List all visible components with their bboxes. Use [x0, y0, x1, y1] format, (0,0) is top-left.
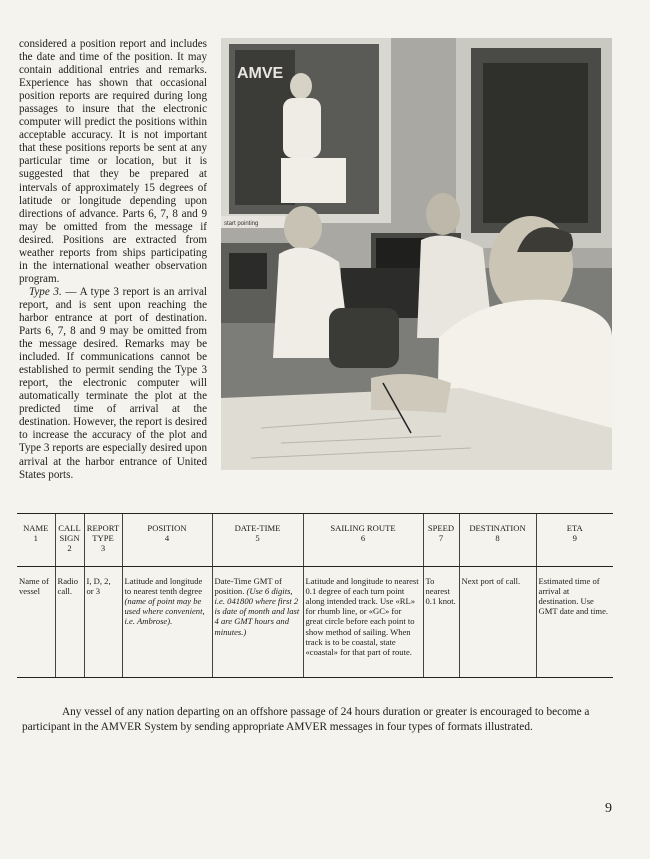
header-date-time: DATE-TIME 5 [212, 514, 303, 567]
footer-note: Any vessel of any nation departing on an offshore passage of 24 hours duration or greater is encouraged to become a participant in the AMVER System by sending appropriate AMVER messages in four types of formats illustrated. [22, 706, 590, 733]
header-position: POSITION 4 [122, 514, 212, 567]
table-row [17, 566, 613, 678]
header-sailing-route: SAILING ROUTE 6 [303, 514, 423, 567]
header-name: NAME 1 [17, 514, 55, 567]
cell-call-sign: Radio call. [55, 566, 84, 678]
cell-report-type: I, D, 2, or 3 [84, 566, 122, 678]
cell-sailing-route: Latitude and longitude to nearest 0.1 degree of each turn point along intended track. Use «RL» for rhumb line, or «GC» for great circle before each point to show method of sailing. When track is to be coastal, state «coastal» for that part of route. [303, 566, 423, 678]
page-number: 9 [605, 801, 612, 816]
type-3-body: — A type 3 report is an arrival report, and is sent upon reaching the harbor entrance at port of destination. Parts 6, 7, 8 and 9 may be omitted from the message desired. Remarks may be included. If communications cannot be established to permit sending the Type 3 report, the electronic computer will automatically terminate the plot at the predicted time of arrival at the destination. However, the report is desired to increase the accuracy of the plot and Type 3 reports are especially desired upon arrival at the harbor entrance of United States ports. [19, 285, 207, 481]
operations-room-photo [221, 38, 612, 470]
position-note: (name of point may be used where convenient, i.e. Ambrose). [124, 596, 205, 627]
plaque-text: start pointing [224, 221, 259, 227]
header-call-sign: CALL SIGN 2 [55, 514, 84, 567]
date-time-note: (Use 6 digits, i.e. 041800 where first 2 is date of month and last 4 are GMT hours and minutes.) [214, 585, 300, 637]
cell-name: Name of vessel [17, 566, 55, 678]
paragraph-type-3 [19, 286, 207, 482]
header-speed: SPEED 7 [423, 514, 459, 567]
cell-date-time: Date-Time GMT of position. (Use 6 digits, i.e. 041800 where first 2 is date of month and last 4 are GMT hours and minutes.) [212, 566, 303, 678]
photo-illustration [221, 38, 612, 470]
wall-sign-text: AMVE [237, 65, 284, 82]
cell-destination: Next port of call. [459, 566, 536, 678]
body-text-column [19, 38, 207, 482]
cell-speed: To nearest 0.1 knot. [423, 566, 459, 678]
header-destination: DESTINATION 8 [459, 514, 536, 567]
type-3-heading: Type 3. [29, 285, 62, 298]
table-header-row [17, 514, 613, 567]
header-eta: ETA 9 [536, 514, 613, 567]
cell-eta: Estimated time of arrival at destination. Use GMT date and time. [536, 566, 613, 678]
cell-position: Latitude and longitude to nearest tenth degree (name of point may be used where convenient, i.e. Ambrose). [122, 566, 212, 678]
amver-format-table [17, 513, 613, 678]
header-report-type: REPORT TYPE 3 [84, 514, 122, 567]
paragraph-position-report: considered a position report and includes the date and time of the position. It may contain additional entries and remarks. Experience has shown that occasional position reports are required during long passages to insure that the electronic computer will predict the positions within acceptable accuracy. It is not important that these positions reports be sent at any particular time or location, but it is suggested that they be prepared at intervals of approximately 15 degrees of latitude or longitude depending upon directions of advance. Parts 6, 7, 8 and 9 may be omitted from the message if desired. Positions are extracted from weather reports from ships participating in the international weather observation program. [19, 38, 207, 285]
